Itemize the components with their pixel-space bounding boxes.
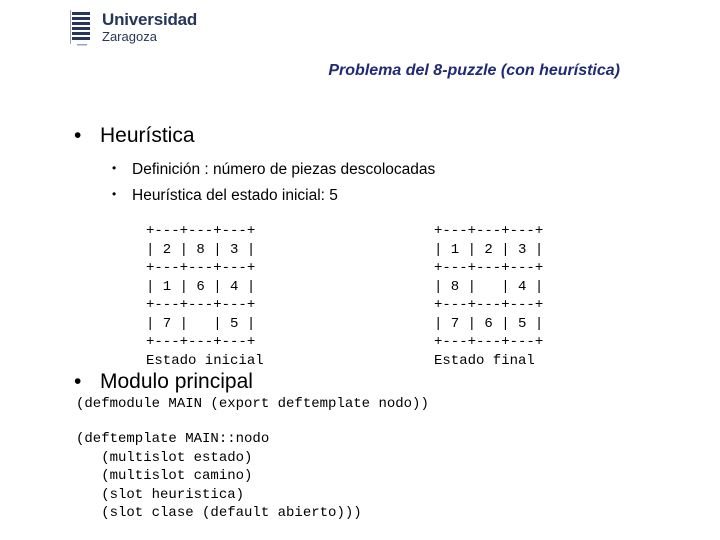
code-defmodule: (defmodule MAIN (export deftemplate nodo)) (76, 396, 429, 412)
board-initial-state: +---+---+---+ | 2 | 8 | 3 | +---+---+---+ | 1 | 6 | 4 | +---+---+---+ | 7 | | 5 | +---+---+---+ Estado inicial (146, 223, 264, 369)
logo-university-name: Universidad (102, 10, 198, 29)
code-deftemplate: (deftemplate MAIN::nodo (multislot estado) (multislot camino) (slot heuristica) (slot clase (default abierto))) (76, 431, 362, 521)
heading-heuristica-label: Heurística (100, 124, 195, 147)
university-logo (68, 10, 208, 50)
bullet-definition (112, 161, 435, 179)
bullet-initial-heuristic-text: Heurística del estado inicial: 5 (132, 187, 338, 204)
university-emblem-icon (68, 10, 94, 48)
bullet-icon: • (112, 187, 117, 201)
slide-title: Problema del 8-puzzle (con heurística) (328, 62, 620, 79)
logo-city-name: Zaragoza (102, 29, 157, 44)
bullet-icon: • (74, 370, 82, 393)
bullet-icon: • (112, 161, 117, 175)
bullet-initial-heuristic (112, 187, 338, 205)
heading-modulo-principal (74, 370, 253, 394)
board-final-state: +---+---+---+ | 1 | 2 | 3 | +---+---+---+ | 8 | | 4 | +---+---+---+ | 7 | 6 | 5 | +---+---+---+ Estado final (434, 223, 544, 369)
bullet-icon: • (74, 124, 82, 147)
bullet-definition-text: Definición : número de piezas descolocadas (132, 161, 436, 178)
heading-heuristica (74, 124, 195, 148)
heading-modulo-principal-label: Modulo principal (100, 370, 253, 393)
